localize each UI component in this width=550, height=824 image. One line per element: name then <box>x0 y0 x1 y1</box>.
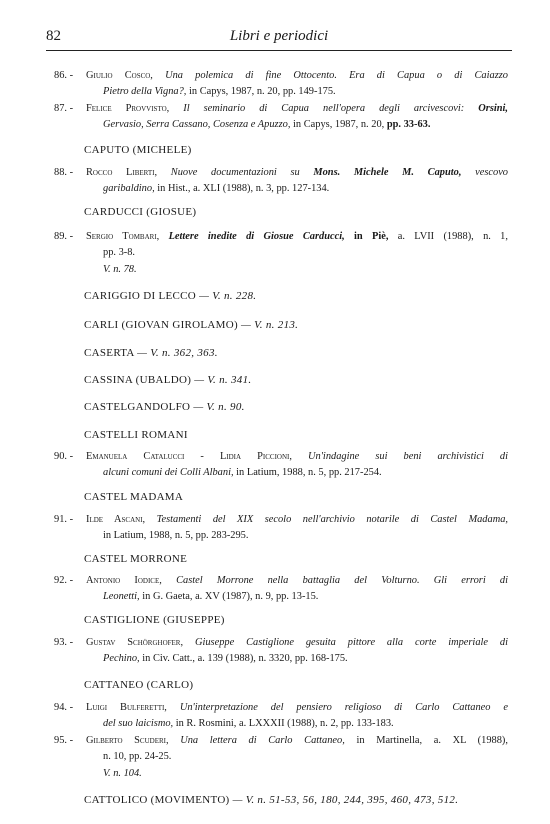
bibliography-entry-95 <box>54 733 508 782</box>
entry-author: Sergio Tombari, <box>86 231 160 242</box>
heading-castel-madama: CASTEL MADAMA <box>84 491 184 503</box>
bibliography-entry-88 <box>54 165 508 198</box>
entry-title-continued: Pietro della Vigna?, <box>103 86 187 98</box>
entry-title: Nuove documentazioni su <box>170 167 300 178</box>
page-number: 82 <box>46 28 61 44</box>
entry-citation: in Capys, 1987, n. 20, pp. 149-175. <box>189 86 336 98</box>
entry-author: Luigi Bulferetti, <box>86 702 167 713</box>
page-header <box>46 28 512 51</box>
entry-number: 87. - <box>54 103 74 114</box>
heading-cross-reference: — V. n. 90. <box>193 401 245 413</box>
entry-number: 91. - <box>54 514 74 525</box>
entry-title-bold: Mons. Michele M. Caputo, <box>313 167 462 178</box>
entry-title: Un'indagine sui beni archivistici di <box>308 451 508 462</box>
entry-title: Una polemica di fine Ottocento. Era di Capua o di Caiazzo <box>165 70 508 81</box>
entry-number: 89. - <box>54 231 74 242</box>
heading-castelgandolfo <box>84 399 245 415</box>
entry-title: Il seminario di Capua nell'opera degli arcivescovi: <box>183 103 465 114</box>
entry-citation: in Hist., a. XLI (1988), n. 3, pp. 127-134. <box>157 183 330 195</box>
entry-author: Giulio Cosco, <box>86 70 153 81</box>
bibliography-entry-90 <box>54 449 508 482</box>
entry-title-continued: alcuni comuni dei Colli Albani, <box>103 467 234 479</box>
entry-title-bold: Orsini, <box>478 103 509 114</box>
entry-citation: in Civ. Catt., a. 139 (1988), n. 3320, pp. 168-175. <box>142 653 348 665</box>
running-title: Libri e periodici <box>229 28 329 44</box>
entry-title-continued: Gervasio, Serra Cassano, Cosenza e Apuzzo, <box>103 119 291 131</box>
entry-author: Felice Provvisto, <box>86 103 170 114</box>
entry-title-continued: Leonetti, <box>103 591 140 603</box>
entry-title: Testamenti del XIX secolo nell'archivio notarile di Castel Madama, <box>156 514 508 525</box>
entry-pages: pp. 33-63. <box>386 119 431 131</box>
heading-text: CASERTA <box>84 347 135 359</box>
entry-title: Giuseppe Castiglione gesuita pittore alla corte imperiale di <box>194 637 508 648</box>
heading-text: CATTOLICO (MOVIMENTO) <box>84 794 230 806</box>
entry-number: 90. - <box>54 451 74 462</box>
heading-text: CARIGGIO DI LECCO <box>84 290 197 302</box>
entry-title-end: vescovo <box>475 167 509 178</box>
bibliography-entry-87 <box>54 101 508 134</box>
entry-author: Rocco Liberti, <box>86 167 158 178</box>
entry-title: Lettere inedite di Giosue Carducci, <box>168 231 345 242</box>
entry-journal: in Martinella, <box>356 735 423 746</box>
entry-number: 95. - <box>54 735 74 746</box>
heading-text: CASSINA (UBALDO) <box>84 374 192 386</box>
entry-citation: in Capys, 1987, n. 20, <box>293 119 385 131</box>
entry-number: 93. - <box>54 637 74 648</box>
entry-number: 92. - <box>54 575 74 586</box>
heading-caserta <box>84 345 218 361</box>
entry-citation: in Latium, 1988, n. 5, pp. 217-254. <box>236 467 382 479</box>
entry-author: Antonio Iodice, <box>86 575 162 586</box>
heading-cross-reference: — V. n. 51-53, 56, 180, 244, 395, 460, 473, 512. <box>232 794 459 806</box>
heading-cariggio <box>84 288 256 304</box>
heading-text: CASTELGANDOLFO <box>84 401 191 413</box>
heading-castel-morrone: CASTEL MORRONE <box>84 553 188 565</box>
entry-title-continued: Pechino, <box>103 653 140 665</box>
entry-number: 94. - <box>54 702 74 713</box>
entry-author: Emanuela Catalucci - Lidia Piccioni, <box>86 451 292 462</box>
heading-cross-reference: — V. n. 228. <box>199 290 257 302</box>
entry-author: Gilberto Scuderi, <box>86 735 169 746</box>
entry-volume: a. LVII (1988), n. 1, <box>397 231 508 242</box>
heading-cattaneo: CATTANEO (CARLO) <box>84 679 194 691</box>
heading-caputo: CAPUTO (MICHELE) <box>84 144 192 156</box>
bibliography-entry-93 <box>54 635 508 668</box>
heading-cattolico <box>84 792 458 808</box>
entry-title: Una lettera di Carlo Cattaneo, <box>180 735 345 746</box>
entry-title-continued: garibaldino, <box>103 183 155 195</box>
heading-cassina <box>84 372 251 388</box>
entry-author: Ilde Ascani, <box>86 514 146 525</box>
bibliography-entry-86 <box>54 68 508 101</box>
entry-author: Gustav Schörghofer, <box>86 637 184 648</box>
heading-text: CARLI (GIOVAN GIROLAMO) <box>84 319 238 331</box>
entry-title: Castel Morrone nella battaglia del Volturno. Gli errori di <box>176 575 509 586</box>
heading-cross-reference: — V. n. 341. <box>194 374 252 386</box>
entry-citation: in R. Rosmini, a. LXXXII (1988), n. 2, pp. 133-183. <box>175 718 394 730</box>
entry-citation: in Latium, 1988, n. 5, pp. 283-295. <box>103 530 249 542</box>
heading-cross-reference: — V. n. 213. <box>241 319 299 331</box>
bibliography-entry-92 <box>54 573 508 606</box>
heading-cross-reference: — V. n. 362, 363. <box>137 347 218 359</box>
entry-citation: in G. Gaeta, a. XV (1987), n. 9, pp. 13-15. <box>142 591 319 603</box>
entry-pages: n. 10, pp. 24-25. <box>103 751 172 763</box>
heading-carducci: CARDUCCI (GIOSUE) <box>84 206 197 218</box>
bibliography-entry-89 <box>54 229 508 278</box>
entry-title: Un'interpretazione del pensiero religioso di Carlo Cattaneo e <box>179 702 508 713</box>
entry-title-continued: del suo laicismo, <box>103 718 174 730</box>
entry-pages: pp. 3-8. <box>103 247 136 259</box>
heading-castiglione: CASTIGLIONE (GIUSEPPE) <box>84 614 225 626</box>
entry-number: 88. - <box>54 167 74 178</box>
heading-carli <box>84 317 298 333</box>
bibliography-entry-91 <box>54 512 508 545</box>
entry-volume: a. XL (1988), <box>433 735 508 746</box>
heading-castelli-romani: CASTELLI ROMANI <box>84 429 188 441</box>
entry-journal: in Piè, <box>354 231 389 242</box>
entry-cross-reference: V. n. 78. <box>103 263 137 275</box>
entry-cross-reference: V. n. 104. <box>103 767 142 779</box>
bibliography-entry-94 <box>54 700 508 733</box>
entry-number: 86. - <box>54 70 74 81</box>
